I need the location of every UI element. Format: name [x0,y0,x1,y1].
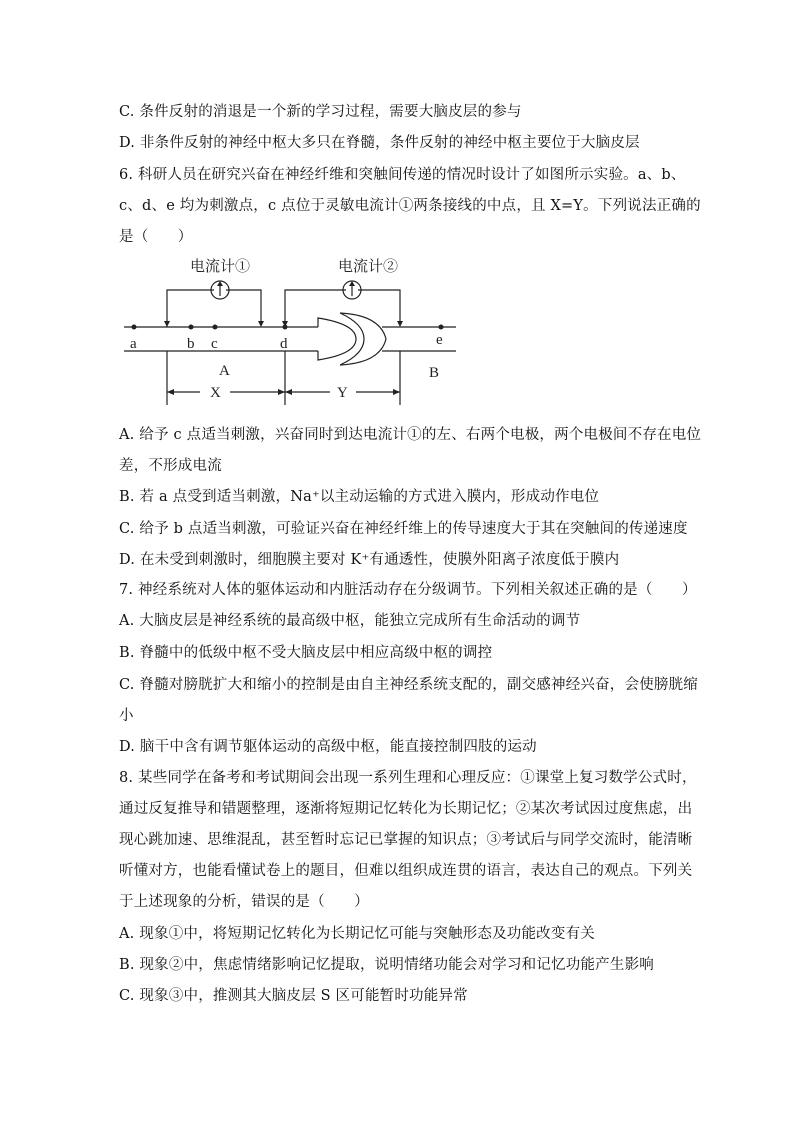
q6-stem-line2: c、d、e 均为刺激点，c 点位于灵敏电流计①两条接线的中点，且 X=Y。下列说法正确的 [119,198,701,214]
q7-option-a: A. 大脑皮层是神经系统的最高级中枢，能独立完成所有生命活动的调节 [119,613,581,629]
meter1-label: 电流计① [190,259,251,275]
point-b-dot [189,325,194,330]
q6-stem-line1: 6. 科研人员在研究兴奋在神经纤维和突触间传递的情况时设计了如图所示实验。a、b、 [119,167,686,183]
q5-option-d: D. 非条件反射的神经中枢大多只在脊髓，条件反射的神经中枢主要位于大脑皮层 [119,135,640,151]
label-c: c [211,336,218,352]
postsynaptic-membrane [340,313,386,365]
q8-stem-line5: 于上述现象的分析，错误的是（ ） [119,894,369,910]
q6-option-c: C. 给予 b 点适当刺激，可验证兴奋在神经纤维上的传导速度大于其在突触间的传递速度 [119,521,688,537]
label-y: Y [337,385,348,401]
meter2-right-electrode-arrow [397,321,403,327]
point-e-dot [439,325,444,330]
q7-option-c-line1: C. 脊髓对膀胱扩大和缩小的控制是由自主神经系统支配的，副交感神经兴奋，会使膀胱缩 [119,677,698,693]
meter2-left-wire [285,290,346,327]
q6-option-a-line1: A. 给予 c 点适当刺激，兴奋同时到达电流计①的左、右两个电极，两个电极间不存在电位 [119,427,702,443]
x-arrow-left [167,389,174,395]
label-a: a [130,336,137,352]
q7-option-b: B. 脊髓中的低级中枢不受大脑皮层中相应高级中枢的调控 [119,645,493,661]
q6-option-a-line2: 差，不形成电流 [119,458,222,474]
meter1-left-wire [167,290,214,327]
label-e: e [436,332,443,348]
q6-stem-line3: 是（ ） [119,229,193,245]
q6-option-b: B. 若 a 点受到适当刺激，Na⁺以主动运输的方式进入膜内，形成动作电位 [119,489,600,505]
presynaptic-terminal [318,318,356,360]
meter1-right-electrode-arrow [258,321,264,327]
q8-option-b: B. 现象②中，焦虑情绪影响记忆提取，说明情绪功能会对学习和记忆功能产生影响 [119,957,654,973]
q7-option-c-line2: 小 [119,708,134,724]
q8-option-a: A. 现象①中，将短期记忆转化为长期记忆可能与突触形态及功能改变有关 [119,926,595,942]
meter1-left-electrode-arrow [164,321,170,327]
label-x: X [210,385,221,401]
y-arrow-right [393,389,400,395]
q7-stem: 7. 神经系统对人体的躯体运动和内脏活动存在分级调节。下列相关叙述正确的是（ ） [119,582,697,598]
q8-stem-line1: 8. 某些同学在备考和考试期间会出现一系列生理和心理反应：①课堂上复习数学公式时， [119,770,697,786]
q6-option-d: D. 在未受到刺激时，细胞膜主要对 K⁺有通透性，使膜外阳离子浓度低于膜内 [119,552,620,568]
label-neuron-b: B [429,365,440,381]
q8-stem-line2: 通过反复推导和错题整理，逐渐将短期记忆转化为长期记忆；②某次考试因过度焦虑，出 [119,801,693,817]
q7-option-d: D. 脑干中含有调节躯体运动的高级中枢，能直接控制四肢的运动 [119,739,537,755]
point-a-dot [132,325,137,330]
meter1-right-wire [226,290,261,325]
point-c-dot [213,325,218,330]
y-arrow-left [285,389,292,395]
q8-stem-line3: 现心跳加速、思维混乱，甚至暂时忘记已掌握的知识点；③考试后与同学交流时，能清晰 [119,832,693,848]
meter2-right-wire [358,290,400,325]
q8-option-c: C. 现象③中，推测其大脑皮层 S 区可能暂时功能异常 [119,988,468,1004]
q5-option-c: C. 条件反射的消退是一个新的学习过程，需要大脑皮层的参与 [119,104,522,120]
point-d-dot [283,325,288,330]
q8-stem-line4: 听懂对方，也能看懂试卷上的题目，但难以组织成连贯的语言，表达自己的观点。下列关 [119,863,693,879]
x-arrow-right [278,389,285,395]
meter2-label: 电流计② [338,259,399,275]
neuron-synapse-diagram [118,250,463,410]
label-neuron-a: A [219,363,230,379]
label-d: d [280,336,288,352]
label-b: b [187,336,195,352]
